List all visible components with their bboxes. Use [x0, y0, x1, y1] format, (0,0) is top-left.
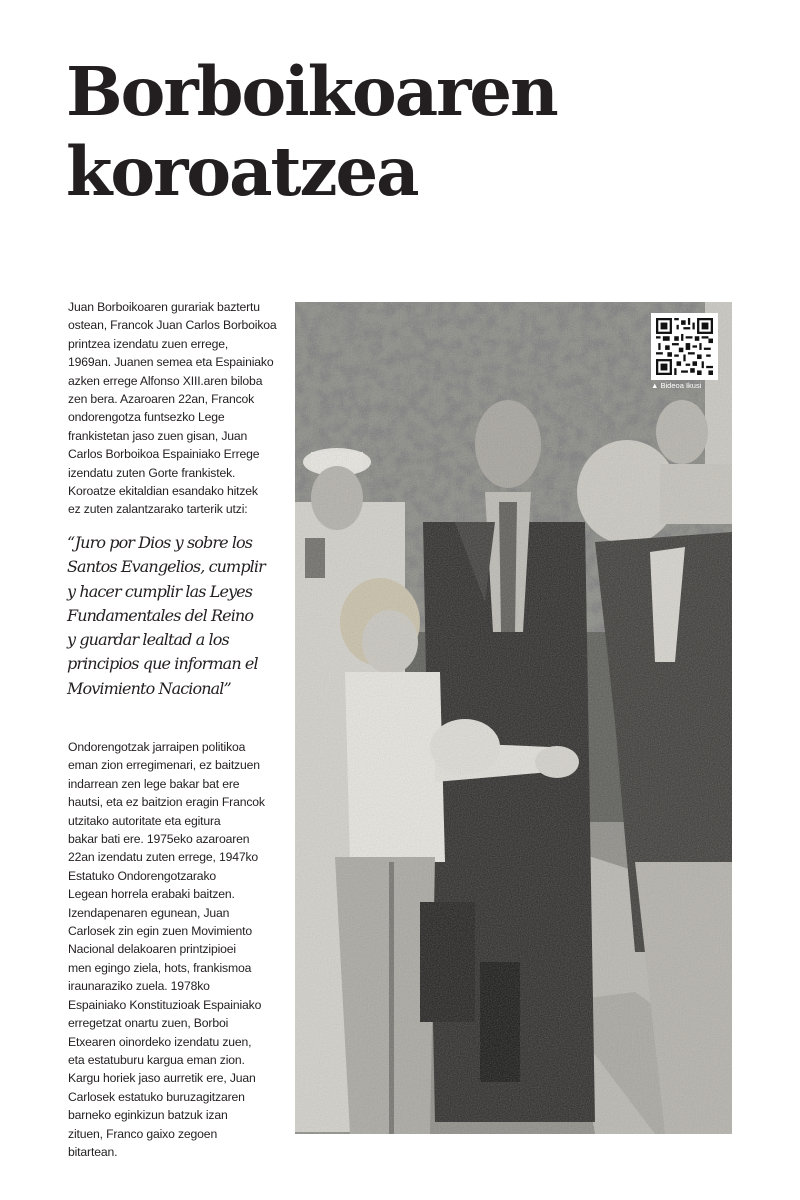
quote-line: Movimiento Nacional” [67, 678, 231, 698]
text-line: ondorengotza funtsezko Lege [68, 410, 225, 425]
quote-line: y hacer cumplir las Leyes [67, 581, 253, 601]
body-paragraph [68, 738, 290, 1161]
oath-quote [67, 531, 292, 701]
intro-paragraph [68, 298, 290, 519]
text-line: 22an izendatu zuten errege, 1947ko [68, 850, 259, 865]
text-line: zituen, Franco gaixo zegoen [68, 1126, 218, 1141]
text-line: bitartean. [68, 1144, 118, 1159]
title-line: koroatzea [66, 132, 418, 211]
text-line: Koroatze ekitaldian esandako hitzek [68, 484, 258, 499]
text-line: ostean, Francok Juan Carlos Borboikoa [68, 318, 277, 333]
historical-photo [295, 302, 732, 1134]
text-line: Espainiako Konstituzioak Espainiako [68, 997, 262, 1012]
quote-line: y guardar lealtad a los [67, 630, 229, 650]
quote-line: Fundamentales del Reino [67, 605, 254, 625]
text-line: iraunaraziko zuela. 1978ko [68, 979, 210, 994]
text-line: Carlos Borboikoa Espainiako Errege [68, 447, 260, 462]
text-line: Izendapenaren egunean, Juan [68, 905, 230, 920]
text-line: frankistetan jaso zuen gisan, Juan [68, 428, 248, 443]
text-line: erregetzat onartu zuen, Borboi [68, 1016, 229, 1031]
text-line: Carlosek estatuko buruzagitzaren [68, 1089, 245, 1104]
text-line: Kargu horiek jaso aurretik ere, Juan [68, 1071, 256, 1086]
text-line: Etxearen oinordeko izendatu zuen, [68, 1034, 252, 1049]
text-line: bakar bati ere. 1975eko azaroaren [68, 832, 250, 847]
text-line: hautsi, eta ez baitzion eragin Francok [68, 795, 265, 810]
quote-line: Santos Evangelios, cumplir [67, 557, 265, 577]
text-line: Carlosek zin egin zuen Movimiento [68, 924, 253, 939]
text-line: ez zuten zalantzarako tarterik utzi: [68, 502, 248, 517]
quote-line: principios que informan el [67, 654, 258, 674]
qr-code[interactable] [651, 313, 718, 380]
title-line: Borboikoaren [66, 52, 557, 131]
text-line: eman zion erregimenari, ez baitzuen [68, 758, 260, 773]
text-line: izendatu zuten Gorte frankistek. [68, 465, 236, 480]
text-line: Nacional delakoaren printzipioei [68, 942, 236, 957]
photo-illustration [295, 302, 732, 1134]
text-line: 1969an. Juanen semea eta Espainiako [68, 355, 274, 370]
text-line: Juan Borboikoaren gurariak baztertu [68, 300, 260, 314]
text-line: eta estatuburu kargua eman zion. [68, 1052, 245, 1067]
text-line: barneko eginkizun batzuk izan [68, 1108, 228, 1123]
qr-code-icon [656, 318, 713, 375]
text-line: utzitako autoritate eta egitura [68, 813, 221, 828]
article-title [66, 52, 626, 212]
text-line: Estatuko Ondorengotzarako [68, 868, 217, 883]
text-line: zen bera. Azaroaren 22an, Francok [68, 392, 255, 407]
text-line: Legean horrela erabaki baitzen. [68, 887, 235, 902]
text-line: Ondorengotzak jarraipen politikoa [68, 740, 246, 754]
text-line: men egingo ziela, hots, frankismoa [68, 960, 252, 975]
quote-line: “Juro por Dios y sobre los [67, 533, 253, 552]
text-line: printzea izendatu zuen errege, [68, 336, 229, 351]
text-line: azken errege Alfonso XIII.aren biloba [68, 373, 263, 388]
text-line: indarrean zen lege bakar bat ere [68, 776, 240, 791]
video-link-label[interactable]: ▲ Bideoa Ikusi [651, 381, 702, 390]
